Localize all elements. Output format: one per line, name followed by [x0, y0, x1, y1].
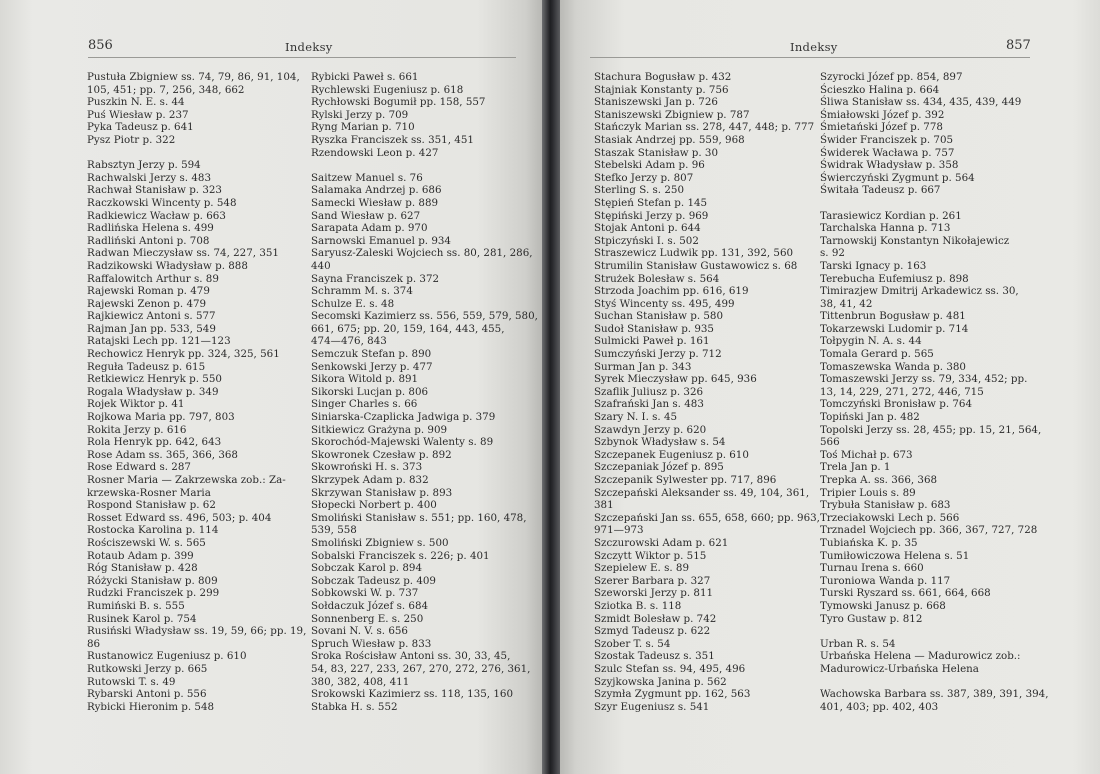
index-entry: Tarasiewicz Kordian p. 261 — [820, 209, 962, 222]
index-entry: Szaflik Juliusz p. 326 — [594, 385, 704, 398]
index-entry: Rutowski T. s. 49 — [87, 675, 176, 688]
index-entry: Tarski Ignacy p. 163 — [820, 259, 927, 272]
index-entry: Szeworski Jerzy p. 811 — [594, 587, 714, 600]
index-entry: Skrzywan Stanisław p. 893 — [311, 486, 453, 499]
index-entry: Sobalski Franciszek s. 226; p. 401 — [311, 549, 490, 562]
index-entry: 539, 558 — [311, 524, 357, 537]
index-entry: Wachowska Barbara ss. 387, 389, 391, 394, — [820, 688, 1049, 701]
index-entry: Rybarski Antoni p. 556 — [87, 688, 207, 701]
index-entry: Rumiński B. s. 555 — [87, 599, 185, 612]
index-entry: Secomski Kazimierz ss. 556, 559, 579, 580, — [311, 310, 538, 323]
index-entry: Topiński Jan p. 482 — [820, 411, 920, 424]
index-entry: Rose Edward s. 287 — [87, 461, 191, 474]
index-entry: Szepielew E. s. 89 — [594, 562, 690, 575]
index-entry: Śmietański Józef p. 778 — [820, 121, 943, 134]
index-entry: Szerer Barbara p. 327 — [594, 574, 711, 587]
index-entry: Tomala Gerard p. 565 — [820, 348, 934, 361]
index-entry: Sobczak Karol p. 894 — [311, 562, 422, 575]
index-entry: Sołdaczuk Józef s. 684 — [311, 599, 429, 612]
index-entry: Tyro Gustaw p. 812 — [820, 612, 923, 625]
index-entry: Rustanowicz Eugeniusz p. 610 — [87, 650, 247, 663]
index-entry: Suchan Stanisław p. 580 — [594, 310, 724, 323]
index-entry: Tubiańska K. p. 35 — [820, 536, 918, 549]
index-entry: Ryszka Franciszek ss. 351, 451 — [311, 133, 474, 146]
index-entry: Rajewski Zenon p. 479 — [87, 297, 207, 310]
index-entry: Świdrak Władysław p. 358 — [820, 159, 959, 172]
index-entry: Rychlewski Eugeniusz p. 618 — [311, 83, 464, 96]
index-entry: Rajkiewicz Antoni s. 577 — [87, 310, 216, 323]
index-entry: Świerczyński Zygmunt p. 564 — [820, 171, 975, 184]
index-entry: Strzoda Joachim pp. 616, 619 — [594, 285, 749, 298]
index-entry: Stajniak Konstanty p. 756 — [594, 83, 729, 96]
index-entry: Ratajski Lech pp. 121—123 — [87, 335, 231, 348]
index-entry: Szczepanek Eugeniusz p. 610 — [594, 448, 749, 461]
index-entry: Szbynok Władysław s. 54 — [594, 436, 726, 449]
index-column-3 — [594, 71, 822, 713]
index-entry: Staniszewski Zbigniew p. 787 — [594, 108, 750, 121]
index-entry: Salamaka Andrzej p. 686 — [311, 184, 442, 197]
index-entry: Stefko Jerzy p. 807 — [594, 171, 694, 184]
index-entry: Szyrocki Józef pp. 854, 897 — [820, 71, 963, 83]
index-entry: 54, 83, 227, 233, 267, 270, 272, 276, 361, — [311, 662, 531, 675]
index-entry: Tołpygin N. A. s. 44 — [820, 335, 922, 348]
index-entry: Sobczak Tadeusz p. 409 — [311, 574, 436, 587]
index-entry: Stabka H. s. 552 — [311, 700, 398, 713]
index-entry: Róg Stanisław p. 428 — [87, 562, 198, 575]
index-entry: Srokowski Kazimierz ss. 118, 135, 160 — [311, 688, 514, 701]
index-entry: Szmidt Bolesław p. 742 — [594, 612, 717, 625]
index-entry: Rola Henryk pp. 642, 643 — [87, 436, 222, 449]
index-entry: Tripier Louis s. 89 — [820, 486, 916, 499]
index-entry: Schulze E. s. 48 — [311, 297, 395, 310]
index-entry: Stasiak Andrzej pp. 559, 968 — [594, 133, 745, 146]
index-entry: Sovani N. V. s. 656 — [311, 625, 408, 638]
index-entry: Strużek Bolesław s. 564 — [594, 272, 720, 285]
index-entry: Semczuk Stefan p. 890 — [311, 348, 432, 361]
index-entry: Świder Franciszek p. 705 — [820, 133, 954, 146]
index-entry: Reguła Tadeusz p. 615 — [87, 360, 206, 373]
index-entry: 474—476, 843 — [311, 335, 387, 348]
header-rule — [88, 57, 516, 58]
index-entry: Rachwał Stanisław p. 323 — [87, 184, 222, 197]
index-entry: Terebucha Eufemiusz p. 898 — [820, 272, 969, 285]
index-column-4 — [820, 71, 1052, 713]
index-entry: Trzeciakowski Lech p. 566 — [820, 511, 960, 524]
index-entry: Szczytt Wiktor p. 515 — [594, 549, 707, 562]
index-entry: Pysz Piotr p. 322 — [87, 133, 176, 146]
index-entry: Rabsztyn Jerzy p. 594 — [87, 159, 201, 172]
running-head: Indeksy — [790, 40, 838, 54]
index-entry: Trepka A. ss. 366, 368 — [820, 474, 938, 486]
index-entry: Rusiński Władysław ss. 19, 59, 66; pp. 19, — [87, 625, 307, 638]
index-entry: Trznadel Wojciech pp. 366, 367, 727, 728 — [820, 524, 1038, 537]
index-entry: 105, 451; pp. 7, 256, 348, 662 — [87, 83, 245, 96]
index-entry: krzewska-Rosner Maria — [87, 486, 211, 499]
index-entry: Tittenbrun Bogusław p. 481 — [820, 310, 966, 323]
index-entry: Ścieszko Halina p. 664 — [820, 83, 940, 96]
index-entry: Puszkin N. E. s. 44 — [87, 96, 185, 109]
index-entry: Szyr Eugeniusz s. 541 — [594, 700, 710, 713]
index-entry: Sikora Witold p. 891 — [311, 373, 419, 386]
index-entry: Sonnenberg E. s. 250 — [311, 612, 424, 625]
index-entry: Stebelski Adam p. 96 — [594, 159, 705, 172]
index-entry: Szostak Tadeusz s. 351 — [594, 650, 715, 663]
index-entry: Rospond Stanisław p. 62 — [87, 499, 216, 512]
book-gutter — [542, 0, 560, 774]
index-entry: Sobkowski W. p. 737 — [311, 587, 419, 600]
index-entry: Rosner Maria — Zakrzewska zob.: Za- — [87, 474, 286, 486]
index-entry: Skowroński H. s. 373 — [311, 461, 423, 474]
index-entry: Sziotka B. s. 118 — [594, 599, 682, 612]
index-entry: Saryusz-Zaleski Wojciech ss. 80, 281, 286, — [311, 247, 533, 260]
index-entry: Turnau Irena s. 660 — [820, 562, 924, 575]
index-entry: 566 — [820, 436, 840, 449]
index-entry: Turoniowa Wanda p. 117 — [820, 574, 951, 587]
index-entry: Toś Michał p. 673 — [820, 448, 913, 461]
index-entry: Rotaub Adam p. 399 — [87, 549, 194, 562]
index-entry: Turski Ryszard ss. 661, 664, 668 — [820, 587, 991, 600]
index-entry: 86 — [87, 637, 101, 650]
index-entry: Rosset Edward ss. 496, 503; p. 404 — [87, 511, 272, 524]
section-gap — [820, 625, 1052, 638]
index-column-1 — [87, 71, 307, 713]
index-entry: Trela Jan p. 1 — [820, 461, 891, 474]
index-entry: Strumilin Stanisław Gustawowicz s. 68 — [594, 259, 798, 272]
index-entry: Siniarska-Czaplicka Jadwiga p. 379 — [311, 411, 496, 424]
index-entry: Senkowski Jerzy p. 477 — [311, 360, 433, 373]
index-entry: 38, 41, 42 — [820, 297, 873, 310]
index-entry: Madurowicz-Urbańska Helena — [820, 662, 979, 675]
index-entry: Radliński Antoni p. 708 — [87, 234, 210, 247]
index-entry: Tarchalska Hanna p. 713 — [820, 222, 951, 235]
header-rule — [590, 57, 1030, 58]
index-entry: s. 92 — [820, 247, 845, 260]
index-entry: Tomaszewski Jerzy ss. 79, 334, 452; pp. — [820, 373, 1028, 386]
index-entry: Rose Adam ss. 365, 366, 368 — [87, 448, 238, 461]
index-entry: 440 — [311, 259, 331, 272]
index-entry: Smoliński Stanisław s. 551; pp. 160, 478, — [311, 511, 527, 524]
index-entry: Świderek Wacława p. 757 — [820, 146, 955, 159]
index-entry: Rybicki Hieronim p. 548 — [87, 700, 215, 713]
index-entry: Stachura Bogusław p. 432 — [594, 71, 732, 83]
index-entry: Retkiewicz Henryk p. 550 — [87, 373, 222, 386]
section-gap — [311, 159, 523, 172]
index-entry: Rudzki Franciszek p. 299 — [87, 587, 220, 600]
index-entry: Sarapata Adam p. 970 — [311, 222, 428, 235]
index-entry: Raczkowski Wincenty p. 548 — [87, 196, 237, 209]
page-number: 856 — [88, 38, 113, 53]
index-entry: Surman Jan p. 343 — [594, 360, 692, 373]
index-entry: Sroka Rościsław Antoni ss. 30, 33, 45, — [311, 650, 511, 663]
index-entry: Sitkiewicz Grażyna p. 909 — [311, 423, 448, 436]
index-entry: Tarnowskij Konstantyn Nikołajewicz — [820, 234, 1010, 247]
index-entry: Sulmicki Paweł p. 161 — [594, 335, 710, 348]
index-entry: Radzikowski Władysław p. 888 — [87, 259, 248, 272]
index-entry: Radwan Mieczysław ss. 74, 227, 351 — [87, 247, 279, 260]
index-entry: Tomaszewska Wanda p. 380 — [820, 360, 966, 373]
index-entry: Stpiczyński I. s. 502 — [594, 234, 699, 247]
index-entry: Szober T. s. 54 — [594, 637, 671, 650]
index-entry: Rojek Wiktor p. 41 — [87, 398, 185, 411]
index-entry: Szczepański Jan ss. 655, 658, 660; pp. 963, — [594, 511, 820, 524]
index-entry: Skowronek Czesław p. 892 — [311, 448, 452, 461]
index-entry: 381 — [594, 499, 614, 512]
index-entry: Rutkowski Jerzy p. 665 — [87, 662, 208, 675]
index-entry: Szafrański Jan s. 483 — [594, 398, 704, 411]
index-entry: Rokita Jerzy p. 616 — [87, 423, 187, 436]
index-entry: Szczepaniak Józef p. 895 — [594, 461, 724, 474]
index-entry: Radlińska Helena s. 499 — [87, 222, 214, 235]
index-entry: Rachwalski Jerzy s. 483 — [87, 171, 212, 184]
section-gap — [820, 676, 1052, 689]
index-entry: Styś Wincenty ss. 495, 499 — [594, 297, 735, 310]
index-entry: Tomczyński Bronisław p. 764 — [820, 398, 973, 411]
index-entry: Rogala Władysław p. 349 — [87, 385, 219, 398]
index-entry: Rylski Jerzy p. 709 — [311, 108, 409, 121]
index-entry: Różycki Stanisław p. 809 — [87, 574, 218, 587]
index-entry: Pustuła Zbigniew ss. 74, 79, 86, 91, 104, — [87, 71, 300, 83]
index-entry: 401, 403; pp. 402, 403 — [820, 700, 939, 713]
index-entry: Szyjkowska Janina p. 562 — [594, 675, 727, 688]
index-entry: Sayna Franciszek p. 372 — [311, 272, 440, 285]
index-entry: 13, 14, 229, 271, 272, 446, 715 — [820, 385, 984, 398]
index-entry: Rostocka Karolina p. 114 — [87, 524, 219, 537]
index-entry: Schramm M. s. 374 — [311, 285, 413, 298]
index-entry: Straszewicz Ludwik pp. 131, 392, 560 — [594, 247, 794, 260]
index-entry: Stańczyk Marian ss. 278, 447, 448; p. 777 — [594, 121, 815, 134]
index-entry: Sterling S. s. 250 — [594, 184, 685, 197]
running-head: Indeksy — [285, 40, 333, 54]
index-entry: Skrzypek Adam p. 832 — [311, 474, 429, 486]
index-entry: Staszak Stanisław p. 30 — [594, 146, 719, 159]
index-entry: Szczepanik Sylwester pp. 717, 896 — [594, 474, 777, 486]
index-entry: Rajewski Roman p. 479 — [87, 285, 210, 298]
index-entry: Puś Wiesław p. 237 — [87, 108, 189, 121]
index-entry: Urban R. s. 54 — [820, 637, 896, 650]
index-entry: Sudoł Stanisław p. 935 — [594, 322, 714, 335]
index-entry: Tymowski Janusz p. 668 — [820, 599, 946, 612]
index-entry: Tokarzewski Ludomir p. 714 — [820, 322, 969, 335]
index-entry: Topolski Jerzy ss. 28, 455; pp. 15, 21, 564, — [820, 423, 1042, 436]
index-entry: Pyka Tadeusz p. 641 — [87, 121, 194, 134]
index-entry: Rusinek Karol p. 754 — [87, 612, 197, 625]
index-entry: Sand Wiesław p. 627 — [311, 209, 421, 222]
index-entry: Rajman Jan pp. 533, 549 — [87, 322, 216, 335]
index-entry: Szmyd Tadeusz p. 622 — [594, 625, 711, 638]
index-column-2 — [311, 71, 538, 713]
section-gap — [820, 197, 1052, 210]
index-entry: Stępień Stefan p. 145 — [594, 196, 708, 209]
index-entry: Rzendowski Leon p. 427 — [311, 146, 439, 159]
left-page — [0, 0, 542, 774]
index-entry: Stojak Antoni p. 644 — [594, 222, 701, 235]
index-entry: Słopecki Norbert p. 400 — [311, 499, 437, 512]
index-entry: Rechowicz Henryk pp. 324, 325, 561 — [87, 348, 280, 361]
index-entry: Rybicki Paweł s. 661 — [311, 71, 419, 83]
right-page — [560, 0, 1100, 774]
index-entry: Rościszewski W. s. 565 — [87, 536, 206, 549]
index-entry: Saitzew Manuel s. 76 — [311, 171, 423, 184]
index-entry: Skorochód-Majewski Walenty s. 89 — [311, 436, 494, 449]
page-number: 857 — [1006, 38, 1031, 53]
index-entry: Rojkowa Maria pp. 797, 803 — [87, 411, 235, 424]
index-entry: Śliwa Stanisław ss. 434, 435, 439, 449 — [820, 96, 1022, 109]
index-entry: 971—973 — [594, 524, 644, 537]
index-entry: Spruch Wiesław p. 833 — [311, 637, 432, 650]
index-entry: Szczurowski Adam p. 621 — [594, 536, 729, 549]
index-entry: Staniszewski Jan p. 726 — [594, 96, 718, 109]
index-entry: 380, 382, 408, 411 — [311, 675, 410, 688]
index-entry: Smoliński Zbigniew s. 500 — [311, 536, 449, 549]
index-entry: Sikorski Lucjan p. 806 — [311, 385, 429, 398]
index-entry: Syrek Mieczysław pp. 645, 936 — [594, 373, 757, 386]
index-entry: 661, 675; pp. 20, 159, 164, 443, 455, — [311, 322, 505, 335]
index-entry: Sarnowski Emanuel p. 934 — [311, 234, 451, 247]
index-entry: Trybuła Stanisław p. 683 — [820, 499, 951, 512]
index-entry: Stępiński Jerzy p. 969 — [594, 209, 709, 222]
index-entry: Sumczyński Jerzy p. 712 — [594, 348, 722, 361]
index-entry: Timirazjew Dmitrij Arkadewicz ss. 30, — [820, 285, 1019, 298]
index-entry: Tumiłowiczowa Helena s. 51 — [820, 549, 970, 562]
index-entry: Szary N. I. s. 45 — [594, 411, 678, 424]
index-entry: Singer Charles s. 66 — [311, 398, 418, 411]
index-entry: Rychłowski Bogumił pp. 158, 557 — [311, 96, 486, 109]
index-entry: Śmiałowski Józef p. 392 — [820, 108, 945, 121]
index-entry: Radkiewicz Wacław p. 663 — [87, 209, 226, 222]
index-entry: Szulc Stefan ss. 94, 495, 496 — [594, 662, 746, 675]
index-entry: Szawdyn Jerzy p. 620 — [594, 423, 707, 436]
index-entry: Ryng Marian p. 710 — [311, 121, 415, 134]
index-entry: Szymła Zygmunt pp. 162, 563 — [594, 688, 751, 701]
section-gap — [87, 147, 302, 160]
index-entry: Urbańska Helena — Madurowicz zob.: — [820, 650, 1021, 663]
index-entry: Świtała Tadeusz p. 667 — [820, 184, 941, 197]
index-entry: Raffalowitch Arthur s. 89 — [87, 272, 219, 285]
index-entry: Szczepański Aleksander ss. 49, 104, 361, — [594, 486, 810, 499]
index-entry: Samecki Wiesław p. 889 — [311, 196, 439, 209]
